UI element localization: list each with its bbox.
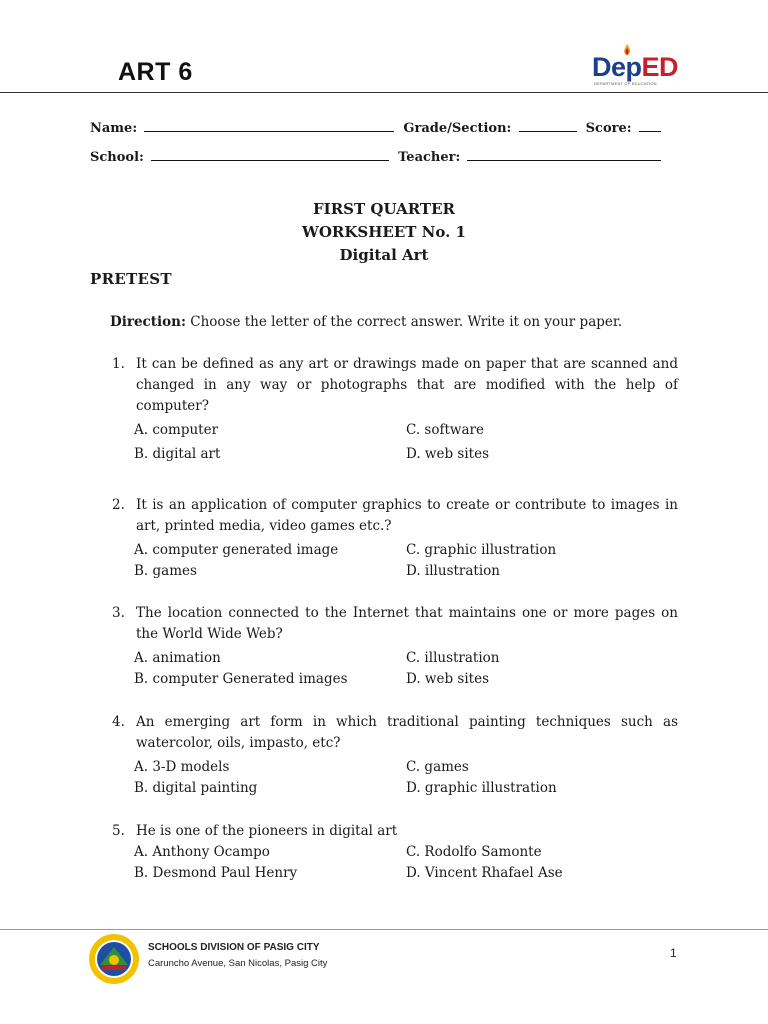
page-number: 1 <box>670 946 677 960</box>
question-1 <box>112 354 678 468</box>
teacher-label: Teacher: <box>398 150 461 165</box>
school-label: School: <box>90 150 144 165</box>
choice-d: D. web sites <box>406 446 489 462</box>
choice-b: B. games <box>134 563 197 579</box>
logo-wordmark: DepED <box>592 52 679 82</box>
deped-logo <box>592 44 680 90</box>
logo-tagline: DEPARTMENT OF EDUCATION <box>594 81 657 86</box>
choice-c: C. Rodolfo Samonte <box>406 844 542 860</box>
choice-d: D. illustration <box>406 563 500 579</box>
question-5 <box>112 821 678 884</box>
choice-c: C. illustration <box>406 650 500 666</box>
choice-a: A. computer <box>134 422 219 438</box>
question-3 <box>112 603 678 690</box>
question-4 <box>112 712 678 799</box>
choices <box>134 540 678 582</box>
choice-c: C. graphic illustration <box>406 542 557 558</box>
choice-c: C. games <box>406 759 469 775</box>
choice-b: B. computer Generated images <box>134 671 348 687</box>
question-text: The location connected to the Internet that maintains one or more pages on the World Wide Web? <box>136 605 678 642</box>
question-number: 2. <box>112 497 125 513</box>
question-text: An emerging art form in which traditional painting techniques such as watercolor, oils, impasto, etc? <box>136 714 678 751</box>
question-number: 4. <box>112 714 125 730</box>
choice-c: C. software <box>406 422 484 438</box>
question-number: 1. <box>112 356 125 372</box>
direction <box>110 314 622 330</box>
footer-divider <box>0 929 768 930</box>
choice-b: B. Desmond Paul Henry <box>134 865 298 881</box>
question-text: It can be defined as any art or drawings made on paper that are scanned and changed in any way or photographs that are modified with the help of computer? <box>136 356 678 414</box>
choice-d: D. Vincent Rhafael Ase <box>406 865 563 881</box>
direction-text: Choose the letter of the correct answer. Write it on your paper. <box>190 314 623 330</box>
direction-label: Direction: <box>110 314 186 330</box>
quarter-title: FIRST QUARTER <box>313 200 455 218</box>
choice-a: A. computer generated image <box>134 542 339 558</box>
score-blank[interactable] <box>639 120 661 132</box>
footer-organization: SCHOOLS DIVISION OF PASIG CITY <box>148 942 320 953</box>
choice-d: D. graphic illustration <box>406 780 557 796</box>
division-seal-icon <box>88 933 140 985</box>
info-row-1 <box>90 120 666 136</box>
choices <box>134 842 678 884</box>
question-text: He is one of the pioneers in digital art <box>136 823 398 839</box>
choices <box>134 420 678 468</box>
document-title: ART 6 <box>118 58 193 86</box>
choice-a: A. Anthony Ocampo <box>134 844 270 860</box>
header-divider <box>0 92 768 93</box>
topic-title: Digital Art <box>339 246 429 264</box>
choices <box>134 648 678 690</box>
grade-section-label: Grade/Section: <box>403 121 512 136</box>
score-label: Score: <box>585 121 632 136</box>
question-number: 3. <box>112 605 125 621</box>
choice-a: A. animation <box>134 650 221 666</box>
choice-b: B. digital painting <box>134 780 258 796</box>
choice-d: D. web sites <box>406 671 489 687</box>
teacher-blank[interactable] <box>467 149 661 161</box>
worksheet-title: WORKSHEET No. 1 <box>301 223 466 241</box>
question-2 <box>112 495 678 582</box>
grade-section-blank[interactable] <box>519 120 577 132</box>
choice-b: B. digital art <box>134 446 221 462</box>
name-blank[interactable] <box>144 120 394 132</box>
info-row-2 <box>90 149 666 165</box>
choice-a: A. 3-D models <box>134 759 230 775</box>
section-heading: PRETEST <box>90 270 172 288</box>
question-number: 5. <box>112 823 125 839</box>
footer-address: Caruncho Avenue, San Nicolas, Pasig City <box>148 958 328 969</box>
choices <box>134 757 678 799</box>
school-blank[interactable] <box>151 149 389 161</box>
name-label: Name: <box>90 121 138 136</box>
question-text: It is an application of computer graphics to create or contribute to images in art, printed media, video games etc.? <box>136 497 678 534</box>
